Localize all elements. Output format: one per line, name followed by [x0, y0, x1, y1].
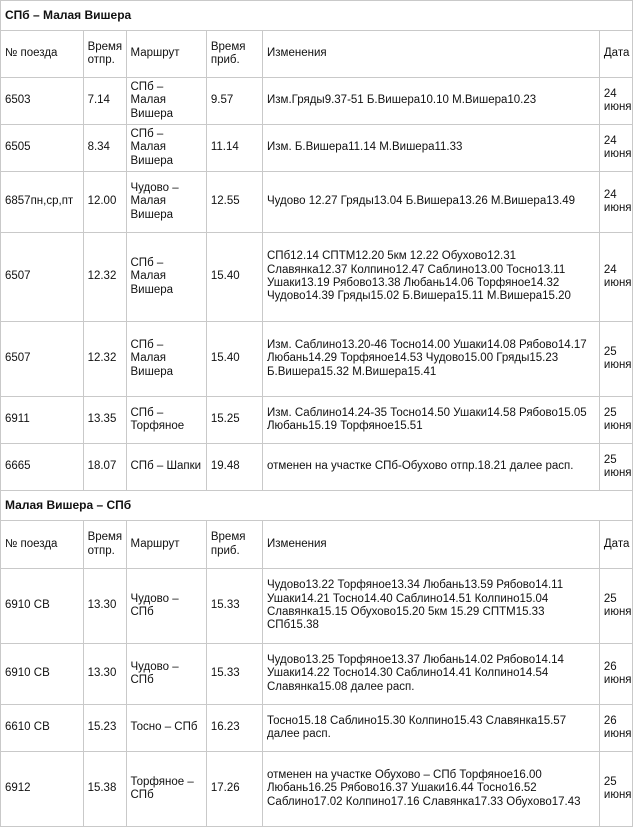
route: СПб – Малая Вишера — [126, 78, 206, 125]
departure-time: 18.07 — [83, 444, 126, 491]
table-row — [1, 569, 633, 644]
arrival-time: 19.48 — [206, 444, 262, 491]
route: Чудово – Малая Вишера — [126, 172, 206, 233]
changes: СПб12.14 СПТМ12.20 5км 12.22 Обухово12.31 Славянка12.37 Колпино12.47 Саблино13.00 Тосно13.11 Ушаки13.19 Рябово13.38 Любань14.06 Торфяное14.32 Чудово14.39 Гряды15.02 Б.Вишера15.11 М.Вишера15.20 — [263, 233, 600, 322]
header-date: Дата — [599, 31, 632, 78]
departure-time: 13.35 — [83, 397, 126, 444]
table-row — [1, 444, 633, 491]
header-changes: Изменения — [263, 31, 600, 78]
header-train-number: № поезда — [1, 521, 84, 569]
route: Чудово – СПб — [126, 569, 206, 644]
route: Тосно – СПб — [126, 705, 206, 752]
table-row — [1, 233, 633, 322]
departure-time: 15.38 — [83, 752, 126, 827]
departure-time: 8.34 — [83, 125, 126, 172]
arrival-time: 11.14 — [206, 125, 262, 172]
train-number: 6503 — [1, 78, 84, 125]
header-row — [1, 521, 633, 569]
arrival-time: 15.40 — [206, 233, 262, 322]
table-row — [1, 644, 633, 705]
date: 25 июня — [599, 569, 632, 644]
date: 25 июня — [599, 322, 632, 397]
section-title: СПб – Малая Вишера — [1, 1, 633, 31]
train-number: 6911 — [1, 397, 84, 444]
table-row — [1, 125, 633, 172]
header-changes: Изменения — [263, 521, 600, 569]
arrival-time: 15.25 — [206, 397, 262, 444]
changes: Изм.Гряды9.37-51 Б.Вишера10.10 М.Вишера10.23 — [263, 78, 600, 125]
changes: Тосно15.18 Саблино15.30 Колпино15.43 Славянка15.57 далее расп. — [263, 705, 600, 752]
date: 24 июня — [599, 233, 632, 322]
departure-time: 13.30 — [83, 644, 126, 705]
section-title: Малая Вишера – СПб — [1, 491, 633, 521]
changes: Изм. Б.Вишера11.14 М.Вишера11.33 — [263, 125, 600, 172]
date: 24 июня — [599, 78, 632, 125]
changes: Чудово 12.27 Гряды13.04 Б.Вишера13.26 М.Вишера13.49 — [263, 172, 600, 233]
departure-time: 12.32 — [83, 233, 126, 322]
table-row — [1, 397, 633, 444]
schedule-table-mvishera-spb — [0, 490, 633, 827]
route: СПб – Шапки — [126, 444, 206, 491]
departure-time: 12.32 — [83, 322, 126, 397]
table-row — [1, 78, 633, 125]
route: Торфяное – СПб — [126, 752, 206, 827]
arrival-time: 17.26 — [206, 752, 262, 827]
departure-time: 15.23 — [83, 705, 126, 752]
changes: отменен на участке СПб-Обухово отпр.18.21 далее расп. — [263, 444, 600, 491]
header-arrival-time: Время приб. — [206, 31, 262, 78]
date: 26 июня — [599, 705, 632, 752]
train-number: 6507 — [1, 233, 84, 322]
header-train-number: № поезда — [1, 31, 84, 78]
table-row — [1, 322, 633, 397]
departure-time: 12.00 — [83, 172, 126, 233]
date: 26 июня — [599, 644, 632, 705]
date: 24 июня — [599, 125, 632, 172]
section-title-row — [1, 491, 633, 521]
arrival-time: 15.40 — [206, 322, 262, 397]
changes: Изм. Саблино14.24-35 Тосно14.50 Ушаки14.58 Рябово15.05 Любань15.19 Торфяное15.51 — [263, 397, 600, 444]
route: СПб – Торфяное — [126, 397, 206, 444]
route: СПб – Малая Вишера — [126, 125, 206, 172]
header-departure-time: Время отпр. — [83, 31, 126, 78]
table-row — [1, 172, 633, 233]
date: 25 июня — [599, 444, 632, 491]
changes: Чудово13.22 Торфяное13.34 Любань13.59 Рябово14.11 Ушаки14.21 Тосно14.40 Саблино14.51 Колпино15.04 Славянка15.15 Обухово15.20 5км 15.29 СПТМ15.33 СПб15.38 — [263, 569, 600, 644]
table-row — [1, 752, 633, 827]
train-number: 6610 СВ — [1, 705, 84, 752]
departure-time: 13.30 — [83, 569, 126, 644]
table-row — [1, 705, 633, 752]
route: СПб – Малая Вишера — [126, 322, 206, 397]
arrival-time: 15.33 — [206, 569, 262, 644]
train-number: 6910 СВ — [1, 644, 84, 705]
train-number: 6505 — [1, 125, 84, 172]
header-row — [1, 31, 633, 78]
section-title-row — [1, 1, 633, 31]
date: 25 июня — [599, 397, 632, 444]
header-route: Маршрут — [126, 31, 206, 78]
route: СПб – Малая Вишера — [126, 233, 206, 322]
arrival-time: 16.23 — [206, 705, 262, 752]
train-number: 6912 — [1, 752, 84, 827]
changes: отменен на участке Обухово – СПб Торфяное16.00 Любань16.25 Рябово16.37 Ушаки16.44 Тосно16.52 Саблино17.02 Колпино17.16 Славянка17.33 Обухово17.43 — [263, 752, 600, 827]
arrival-time: 9.57 — [206, 78, 262, 125]
header-arrival-time: Время приб. — [206, 521, 262, 569]
train-number: 6665 — [1, 444, 84, 491]
train-number: 6507 — [1, 322, 84, 397]
header-route: Маршрут — [126, 521, 206, 569]
arrival-time: 12.55 — [206, 172, 262, 233]
route: Чудово – СПб — [126, 644, 206, 705]
train-number: 6910 СВ — [1, 569, 84, 644]
header-date: Дата — [599, 521, 632, 569]
train-number: 6857пн,ср,пт — [1, 172, 84, 233]
date: 25 июня — [599, 752, 632, 827]
changes: Изм. Саблино13.20-46 Тосно14.00 Ушаки14.08 Рябово14.17 Любань14.29 Торфяное14.53 Чудово15.00 Гряды15.23 Б.Вишера15.32 М.Вишера15.41 — [263, 322, 600, 397]
header-departure-time: Время отпр. — [83, 521, 126, 569]
departure-time: 7.14 — [83, 78, 126, 125]
changes: Чудово13.25 Торфяное13.37 Любань14.02 Рябово14.14 Ушаки14.22 Тосно14.30 Саблино14.41 Колпино14.54 Славянка15.08 далее расп. — [263, 644, 600, 705]
date: 24 июня — [599, 172, 632, 233]
arrival-time: 15.33 — [206, 644, 262, 705]
